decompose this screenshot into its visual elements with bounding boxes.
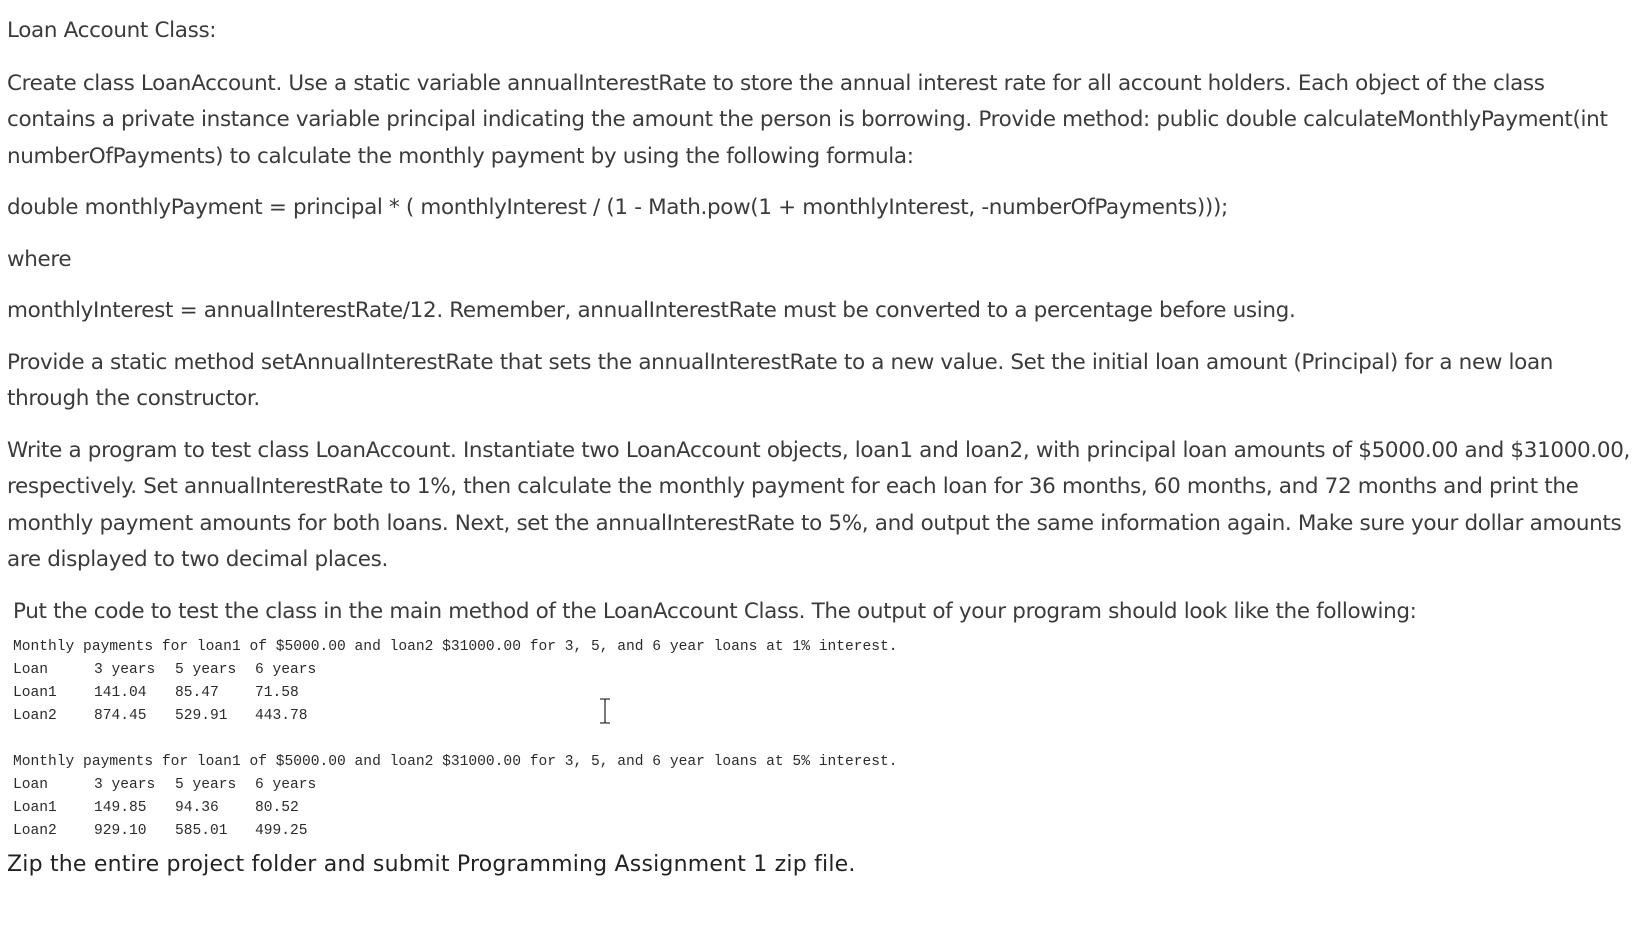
payment-value: 94.36 [175, 800, 219, 816]
header-cell: Loan [13, 777, 49, 793]
header-cell: 3 years [94, 662, 156, 678]
paragraph-static-method: Provide a static method setAnnualInterestRate that sets the annualInterestRate to a new value. Set the initial loan amount (Principal) for a new loan through the constructor. [7, 349, 1554, 411]
output-row-loan1 [13, 682, 1637, 705]
header-cell: 5 years [175, 662, 237, 678]
payment-value: 443.78 [255, 708, 308, 724]
output-row-loan2 [13, 705, 1637, 728]
payment-value: 80.52 [255, 800, 299, 816]
sample-output [13, 636, 1637, 843]
output-row-loan1 [13, 797, 1637, 820]
payment-value: 71.58 [255, 685, 299, 701]
payment-value: 929.10 [94, 823, 147, 839]
output-spacer [13, 728, 1637, 751]
text-cursor-icon [598, 698, 612, 724]
paragraph-monthly-interest: monthlyInterest = annualInterestRate/12. Remember, annualInterestRate must be converted to a percentage before using. [7, 298, 1296, 323]
row-label: Loan1 [13, 800, 57, 816]
paragraph-formula: double monthlyPayment = principal * ( monthlyInterest / (1 - Math.pow(1 + monthlyInterest, -numberOfPayments))); [7, 195, 1228, 220]
row-label: Loan2 [13, 823, 57, 839]
output-title-1: Monthly payments for loan1 of $5000.00 and loan2 $31000.00 for 3, 5, and 6 year loans at 1% interest. [13, 639, 898, 655]
output-row-loan2 [13, 820, 1637, 843]
output-header-row [13, 774, 1637, 797]
payment-value: 874.45 [94, 708, 147, 724]
header-cell: 6 years [255, 777, 317, 793]
paragraph-class-description: Create class LoanAccount. Use a static variable annualInterestRate to store the annual interest rate for all account holders. Each object of the class contains a private instance variable principal indicating the amount the person is borrowing. Provide method: public double calculateMonthlyPayment(int numberOfPayments) to calculate the monthly payment by using the following formula: [7, 70, 1608, 169]
paragraph-put-code: Put the code to test the class in the main method of the LoanAccount Class. The output of your program should look like the following: [13, 598, 1417, 624]
payment-value: 85.47 [175, 685, 219, 701]
submission-instruction: Zip the entire project folder and submit Programming Assignment 1 zip file. [7, 852, 856, 877]
payment-value: 529.91 [175, 708, 228, 724]
header-cell: 3 years [94, 777, 156, 793]
row-label: Loan2 [13, 708, 57, 724]
output-header-row [13, 659, 1637, 682]
header-cell: Loan [13, 662, 49, 678]
payment-value: 141.04 [94, 685, 147, 701]
payment-value: 499.25 [255, 823, 308, 839]
header-cell: 6 years [255, 662, 317, 678]
assignment-document [7, 13, 1637, 843]
output-title-2: Monthly payments for loan1 of $5000.00 and loan2 $31000.00 for 3, 5, and 6 year loans at 5% interest. [13, 754, 898, 770]
paragraph-where: where [7, 246, 72, 272]
paragraph-test-program: Write a program to test class LoanAccount. Instantiate two LoanAccount objects, loan1 and loan2, with principal loan amounts of $5000.00 and $31000.00, respectively. Set annualInterestRate to 1%, then calculate the monthly payment for each loan for 36 months, 60 months, and 72 months and print the monthly payment amounts for both loans. Next, set the annualInterestRate to 5%, and output the same information again. Make sure your dollar amounts are displayed to two decimal places. [7, 437, 1631, 572]
row-label: Loan1 [13, 685, 57, 701]
heading: Loan Account Class: [7, 18, 217, 43]
payment-value: 149.85 [94, 800, 147, 816]
payment-value: 585.01 [175, 823, 228, 839]
header-cell: 5 years [175, 777, 237, 793]
